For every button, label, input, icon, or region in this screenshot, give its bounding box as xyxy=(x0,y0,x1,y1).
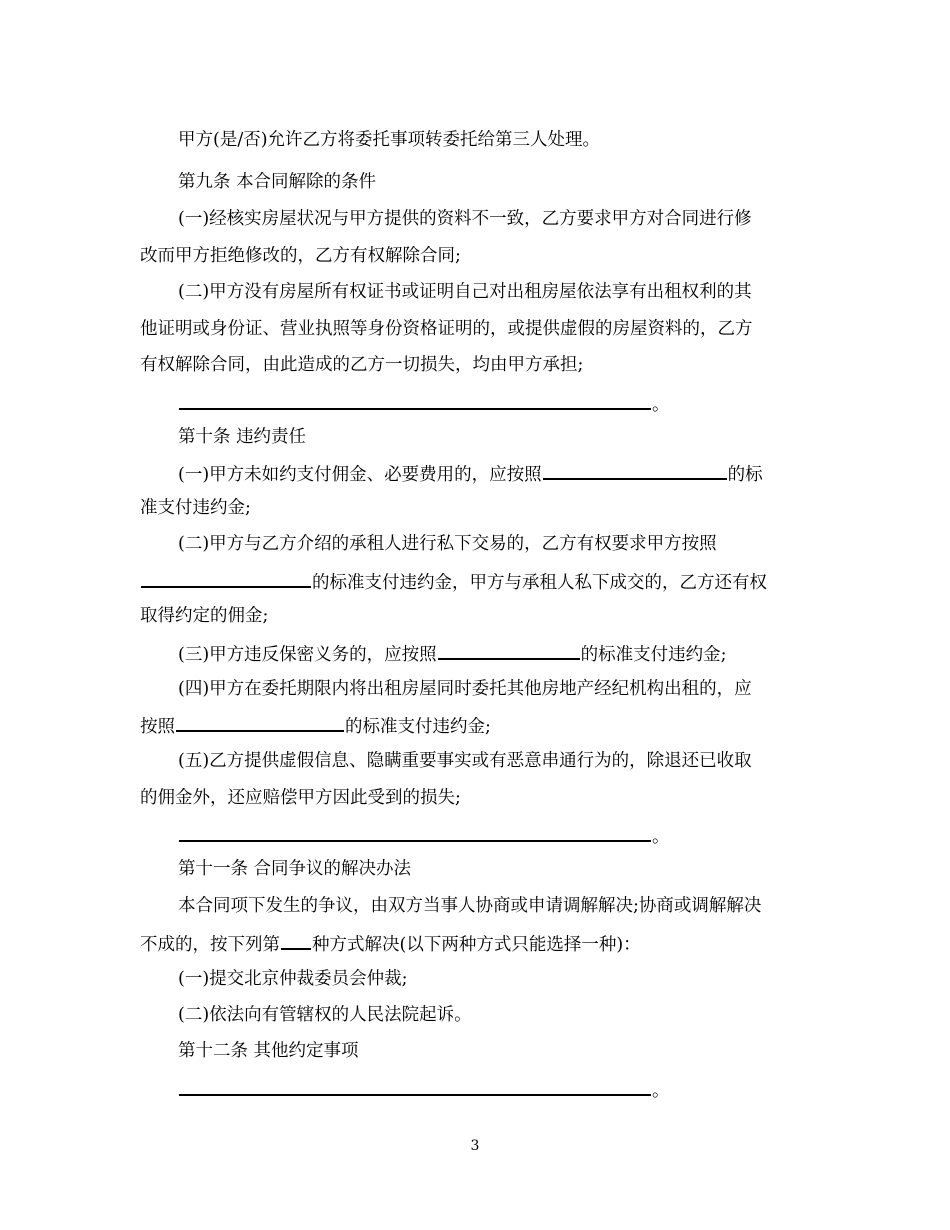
heading-text: 第十一条 合同争议的解决办法 xyxy=(178,859,412,879)
article-9-heading xyxy=(178,170,376,194)
article-11-text-line-1 xyxy=(178,894,761,918)
article-10-item-2-line-3 xyxy=(140,604,268,628)
text-line: 按照 xyxy=(140,717,175,737)
text-line: 的标准支付违约金; xyxy=(580,645,727,665)
article-10-item-5-line-1 xyxy=(178,749,752,773)
text-line: 本合同项下发生的争议，由双方当事人协商或申请调解解决;协商或调解解决 xyxy=(178,896,762,916)
article-11-text-line-2 xyxy=(140,930,641,954)
text-line: (二)甲方与乙方介绍的承租人进行私下交易的，乙方有权要求甲方按照 xyxy=(178,534,717,554)
text-line: 甲方(是/否)允许乙方将委托事项转委托给第三人处理。 xyxy=(178,130,601,150)
fill-in-blank[interactable] xyxy=(176,712,344,732)
heading-text: 第十二条 其他约定事项 xyxy=(178,1041,359,1061)
article-10-item-2-line-1 xyxy=(178,532,717,556)
text-line: 改而甲方拒绝修改的，乙方有权解除合同; xyxy=(140,246,461,266)
heading-text: 第九条 本合同解除的条件 xyxy=(178,172,377,192)
fill-in-blank[interactable] xyxy=(438,640,580,660)
punctuation: 。 xyxy=(652,395,670,415)
text-line: 他证明或身份证、营业执照等身份资格证明的，或提供虚假的房屋资料的，乙方 xyxy=(140,319,753,339)
text-line: (五)乙方提供虚假信息、隐瞒重要事实或有恶意串通行为的，除退还已收取 xyxy=(178,751,752,771)
heading-text: 第十条 违约责任 xyxy=(178,427,307,447)
article-10-item-1-line-1 xyxy=(178,460,763,484)
text-line: 的标准支付违约金，甲方与承租人私下成交的，乙方还有权 xyxy=(312,573,767,593)
article-12-blank-line xyxy=(178,1076,670,1100)
article-10-blank-line xyxy=(178,822,670,846)
article-9-item-1-line-2 xyxy=(140,244,461,268)
article-9-blank-line xyxy=(178,390,670,414)
text-line: (四)甲方在委托期限内将出租房屋同时委托其他房地产经纪机构出租的，应 xyxy=(178,679,752,699)
page-number: 3 xyxy=(470,1138,480,1154)
article-10-heading xyxy=(178,425,306,449)
fill-in-blank[interactable] xyxy=(543,460,727,480)
text-line: 的标准支付违约金; xyxy=(345,717,491,737)
text-line: (二)甲方没有房屋所有权证书或证明自己对出租房屋依法享有出租权利的其 xyxy=(178,282,752,302)
clause-8-text xyxy=(178,128,600,152)
article-11-option-1 xyxy=(178,967,408,991)
text-line: 有权解除合同，由此造成的乙方一切损失，均由甲方承担; xyxy=(140,355,584,375)
fill-in-blank[interactable] xyxy=(141,568,311,588)
article-10-item-3 xyxy=(178,640,727,664)
text-line: 不成的，按下列第 xyxy=(140,935,280,955)
text-line: (三)甲方违反保密义务的，应按照 xyxy=(178,645,437,665)
text-line: (一)经核实房屋状况与甲方提供的资料不一致，乙方要求甲方对合同进行修 xyxy=(178,209,752,229)
article-10-item-4-line-1 xyxy=(178,677,752,701)
article-9-item-2-line-2 xyxy=(140,317,753,341)
fill-in-blank[interactable] xyxy=(281,930,311,950)
text-line: 取得约定的佣金; xyxy=(140,606,269,626)
text-line: (二)依法向有管辖权的人民法院起诉。 xyxy=(178,1005,472,1025)
punctuation: 。 xyxy=(652,827,670,847)
punctuation: 。 xyxy=(652,1081,670,1101)
article-10-item-2-line-2 xyxy=(140,568,767,592)
text-line: (一)甲方未如约支付佣金、必要费用的，应按照 xyxy=(178,465,542,485)
fill-in-blank[interactable] xyxy=(179,390,651,410)
fill-in-blank[interactable] xyxy=(179,1076,651,1096)
text-line: 的标 xyxy=(727,465,763,485)
text-line: 的佣金外，还应赔偿甲方因此受到的损失; xyxy=(140,788,461,808)
article-9-item-2-line-3 xyxy=(140,353,583,377)
article-10-item-4-line-2 xyxy=(140,712,491,736)
article-12-heading xyxy=(178,1039,359,1063)
article-11-heading xyxy=(178,857,411,881)
article-11-option-2 xyxy=(178,1003,472,1027)
article-9-item-1-line-1 xyxy=(178,207,752,231)
text-line: 准支付违约金; xyxy=(140,498,251,518)
article-10-item-1-line-2 xyxy=(140,496,251,520)
article-9-item-2-line-1 xyxy=(178,280,752,304)
text-line: 种方式解决(以下两种方式只能选择一种)： xyxy=(312,935,641,955)
fill-in-blank[interactable] xyxy=(179,822,651,842)
text-line: (一)提交北京仲裁委员会仲裁; xyxy=(178,969,408,989)
article-10-item-5-line-2 xyxy=(140,786,461,810)
